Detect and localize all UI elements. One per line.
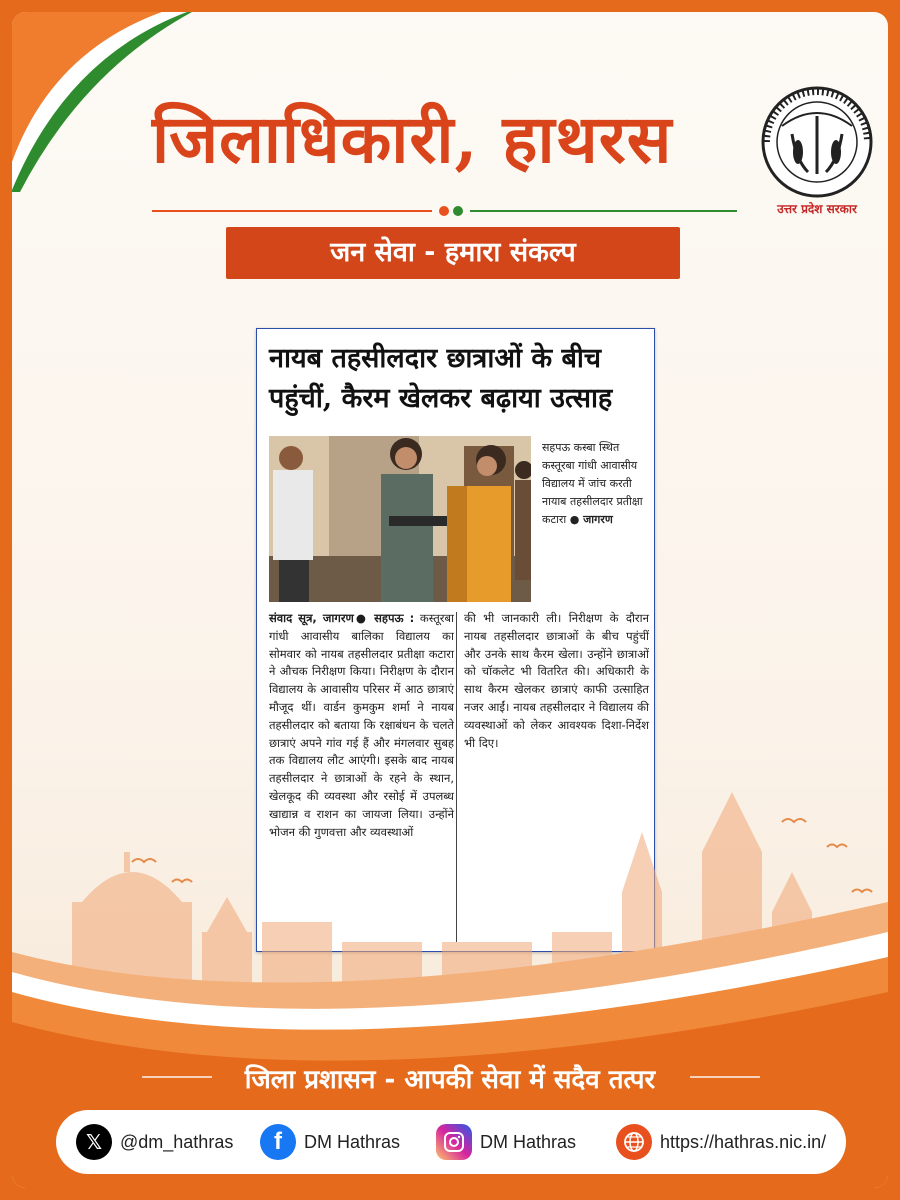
photo-caption-text: सहपऊ कस्बा स्थित कस्तूरबा गांधी आवासीय विद्यालय में जांच करती नायाब तहसीलदार प्रतीक्षा कटारा <box>542 441 643 526</box>
social-label-x: @dm_hathras <box>120 1131 234 1152</box>
page-title: जिलाधिकारी, हाथरस <box>152 100 673 178</box>
social-link-website[interactable] <box>616 1124 826 1160</box>
emblem-seal-icon <box>752 82 882 200</box>
up-government-emblem <box>752 82 882 232</box>
poster-frame <box>12 12 888 1188</box>
globe-icon <box>616 1124 652 1160</box>
article-text-right: की भी जानकारी ली। निरीक्षण के दौरान नायब तहसीलदार छात्राओं के बीच पहुंचीं और उनके साथ कैरम खेला। उन्होंने छात्राओं को चॉकलेट भी वितरित की। अधिकारी के साथ कैरम खेलकर छात्राएं काफी उत्साहित नजर आईं। नायब तहसीलदार ने विद्यालय की व्यवस्थाओं को लेकर आवश्यक दिशा-निर्देश भी दिए। <box>464 611 649 750</box>
footer-slogan: जिला प्रशासन - आपकी सेवा में सदैव तत्पर <box>244 1065 656 1095</box>
clipping-photo <box>269 436 531 602</box>
social-link-facebook[interactable] <box>260 1124 400 1160</box>
social-link-x[interactable] <box>76 1124 233 1160</box>
title-divider <box>152 202 752 222</box>
photo-illustration <box>269 436 531 602</box>
x-icon: 𝕏 <box>76 1124 112 1160</box>
footer-line-right <box>690 1076 760 1078</box>
photo-source: ● जागरण <box>569 513 613 526</box>
social-links-bar <box>56 1110 846 1174</box>
photo-caption <box>542 439 650 529</box>
slogan-banner: जन सेवा - हमारा संकल्प <box>226 227 680 279</box>
instagram-icon <box>436 1124 472 1160</box>
article-column-right <box>464 610 649 752</box>
article-byline: संवाद सूत्र, जागरण● सहपऊ : <box>269 611 415 625</box>
social-link-instagram[interactable] <box>436 1124 576 1160</box>
clipping-headline: नायब तहसीलदार छात्राओं के बीच पहुंचीं, कैरम खेलकर बढ़ाया उत्साह <box>269 343 613 414</box>
social-label-instagram: DM Hathras <box>480 1131 577 1152</box>
emblem-caption: उत्तर प्रदेश सरकार <box>777 202 857 216</box>
facebook-icon: f <box>260 1124 296 1160</box>
social-label-facebook: DM Hathras <box>304 1131 401 1152</box>
article-text-left: कस्तूरबा गांधी आवासीय बालिका विद्यालय का सोमवार को नायब तहसीलदार प्रतीक्षा कटारा ने औचक निरीक्षण किया। निरीक्षण के दौरान विद्यालय के आवासीय परिसर में आठ छात्राएं मौजूद थीं। वार्डन कुमकुम शर्मा ने नायब तहसीलदार को बताया कि रक्षाबंधन के चलते छात्राएं अपने गांव गई हैं और मंगलवार सुबह तक विद्यालय लौट आएंगी। इसके बाद नायब तहसीलदार ने छात्राओं के रहने के स्थान, खेलकूद की व्यवस्था और रसोई में उपलब्ध खाद्यान्न व राशन का जायजा लिया। उन्होंने भोजन की गुणवत्ता और व्यवस्थाओं <box>269 611 454 839</box>
social-label-website: https://hathras.nic.in/ <box>660 1131 827 1152</box>
